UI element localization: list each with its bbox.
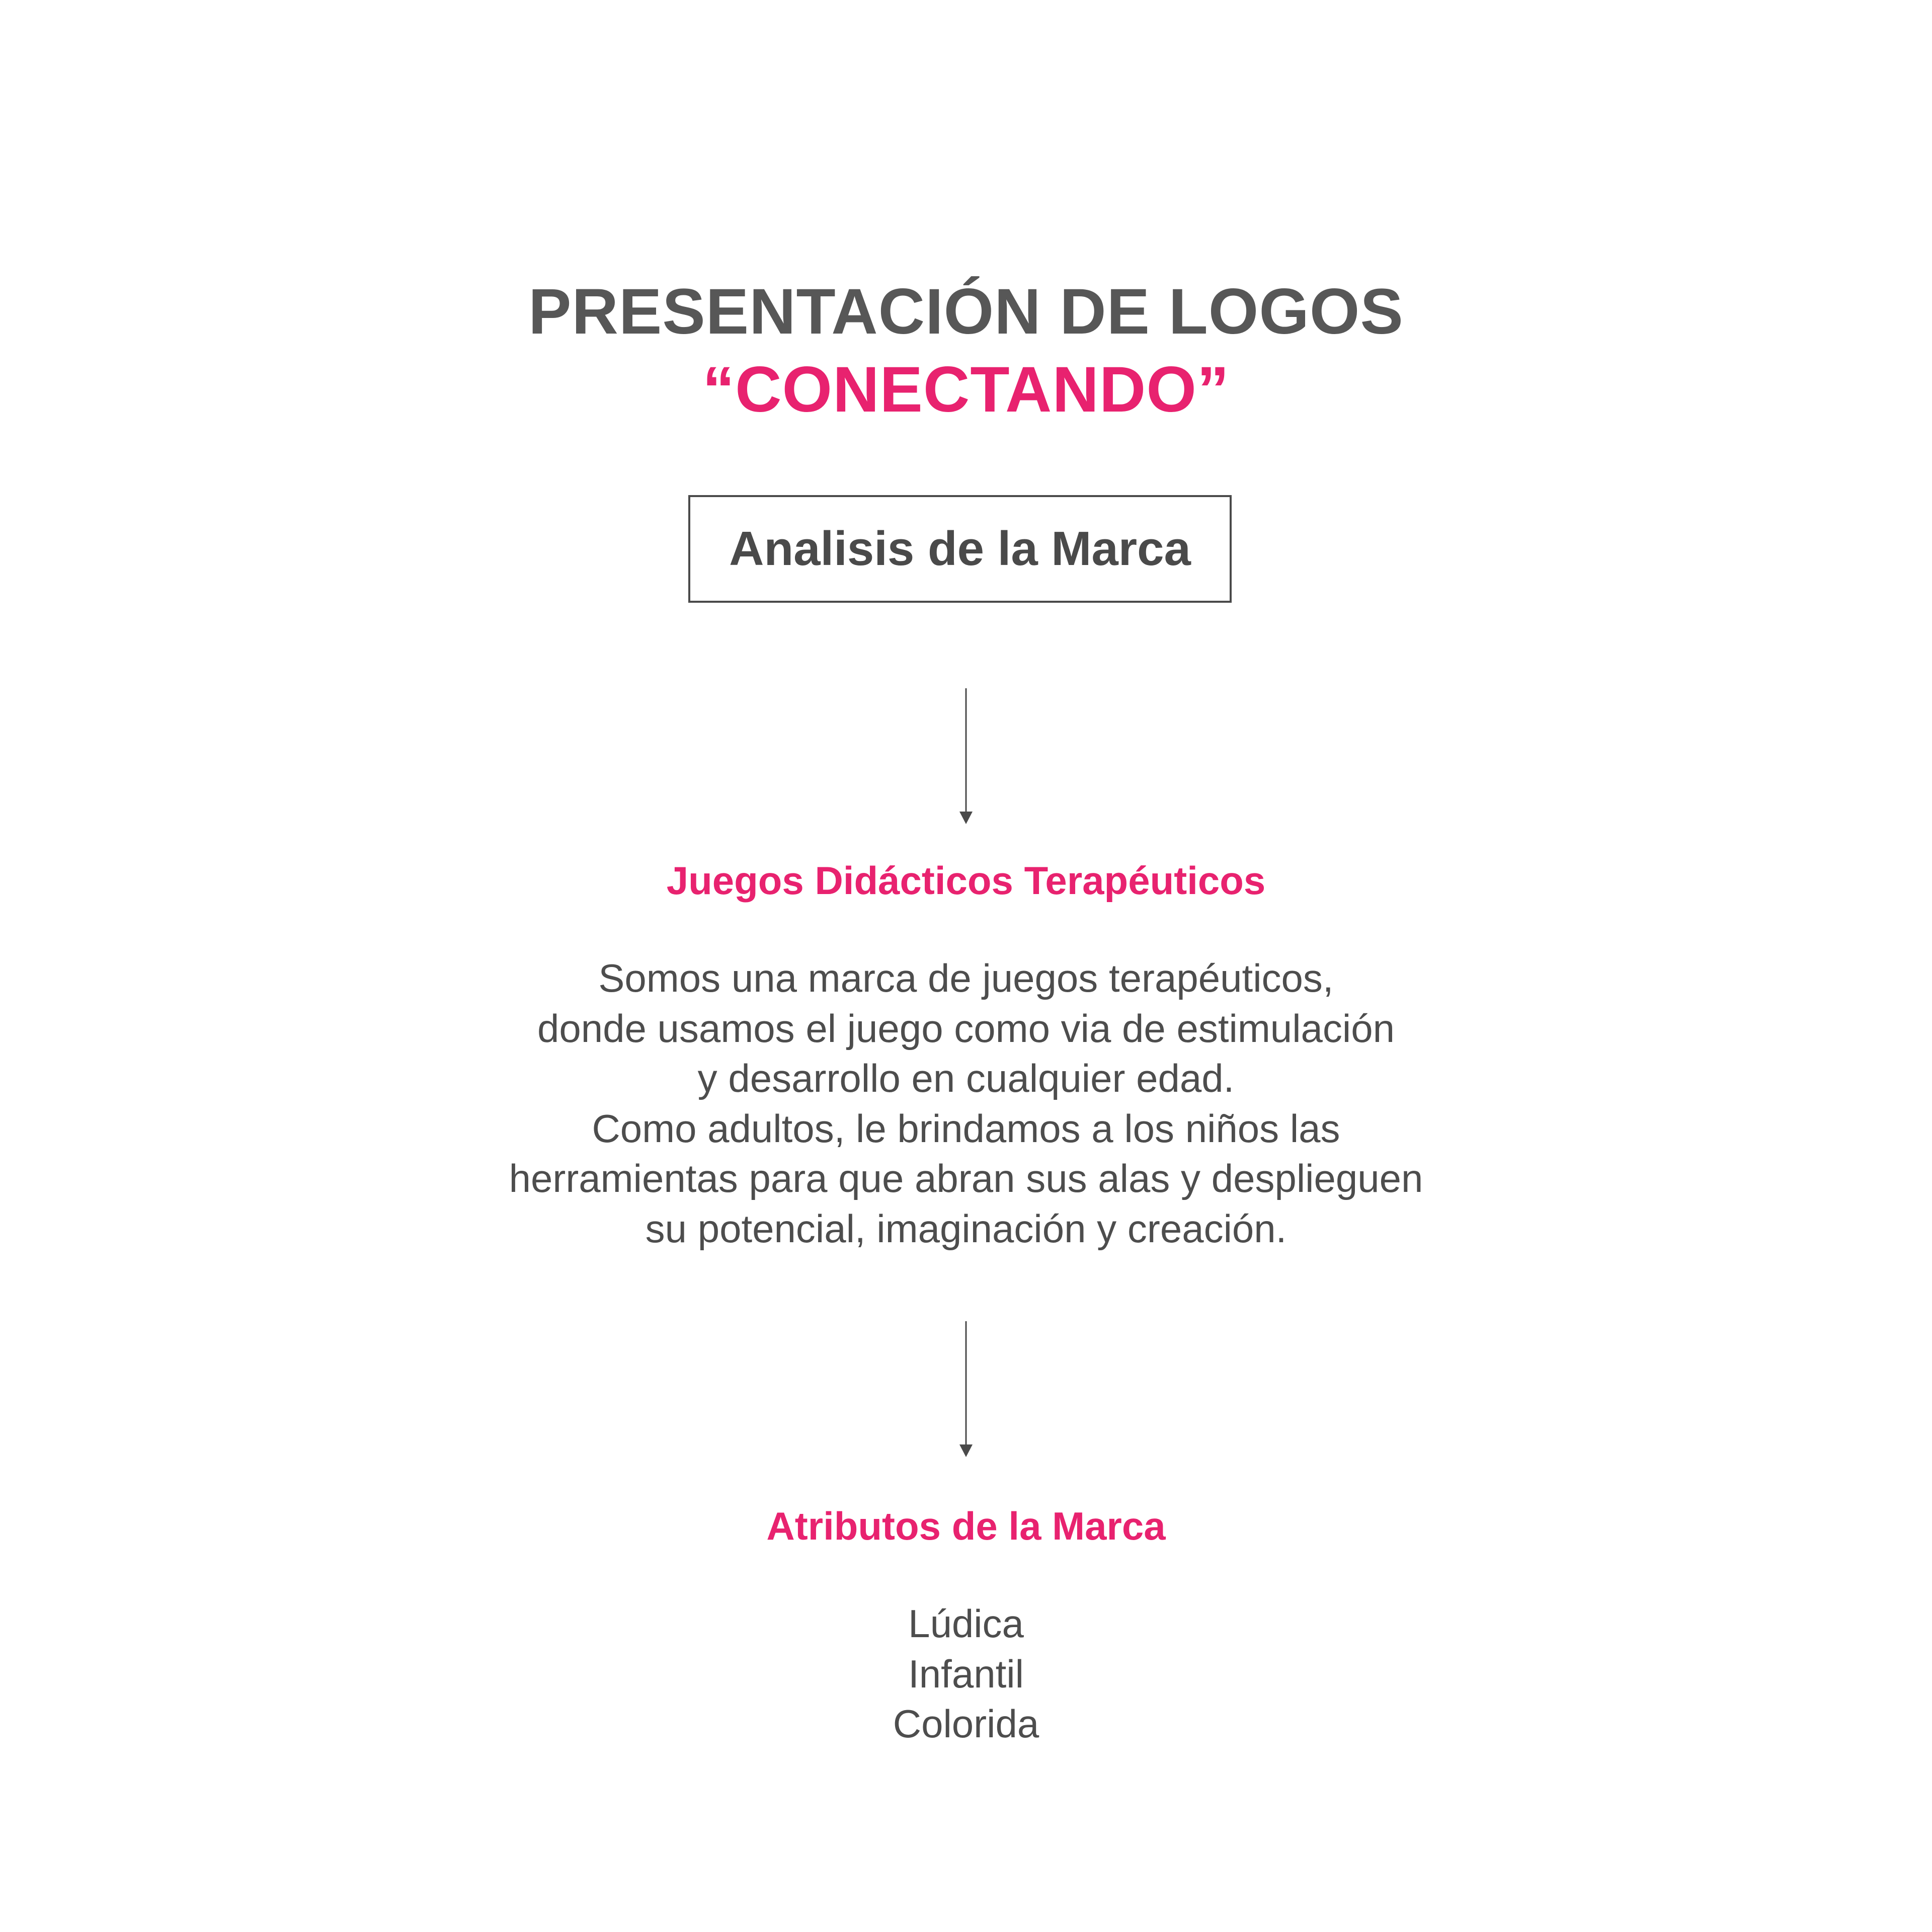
description-line: Como adultos, le brindamos a los niños las — [592, 1106, 1340, 1151]
description-line: donde usamos el juego como via de estimulación — [537, 1006, 1395, 1051]
page-subtitle: “CONECTANDO” — [702, 354, 1230, 426]
attribute-item: Lúdica — [908, 1601, 1024, 1646]
description-line: y desarrollo en cualquier edad. — [697, 1056, 1235, 1100]
attributes-list — [0, 1599, 1932, 1749]
brand-analysis-box — [688, 495, 1232, 603]
section-heading-attributes: Atributos de la Marca — [766, 1504, 1166, 1548]
attribute-item: Infantil — [908, 1651, 1024, 1696]
description-line: herramientas para que abran sus alas y desplieguen — [509, 1156, 1423, 1200]
brand-analysis-label: Analisis de la Marca — [729, 522, 1191, 576]
page-title: PRESENTACIÓN DE LOGOS — [528, 276, 1404, 348]
description-line: Somos una marca de juegos terapéuticos, — [598, 956, 1334, 1000]
description-line: su potencial, imaginación y creación. — [645, 1206, 1287, 1251]
arrow-down-icon — [958, 688, 974, 824]
brand-description — [0, 953, 1932, 1254]
section-heading-games: Juegos Didácticos Terapéuticos — [666, 858, 1266, 903]
arrow-down-icon — [958, 1321, 974, 1457]
attribute-item: Colorida — [893, 1702, 1039, 1746]
